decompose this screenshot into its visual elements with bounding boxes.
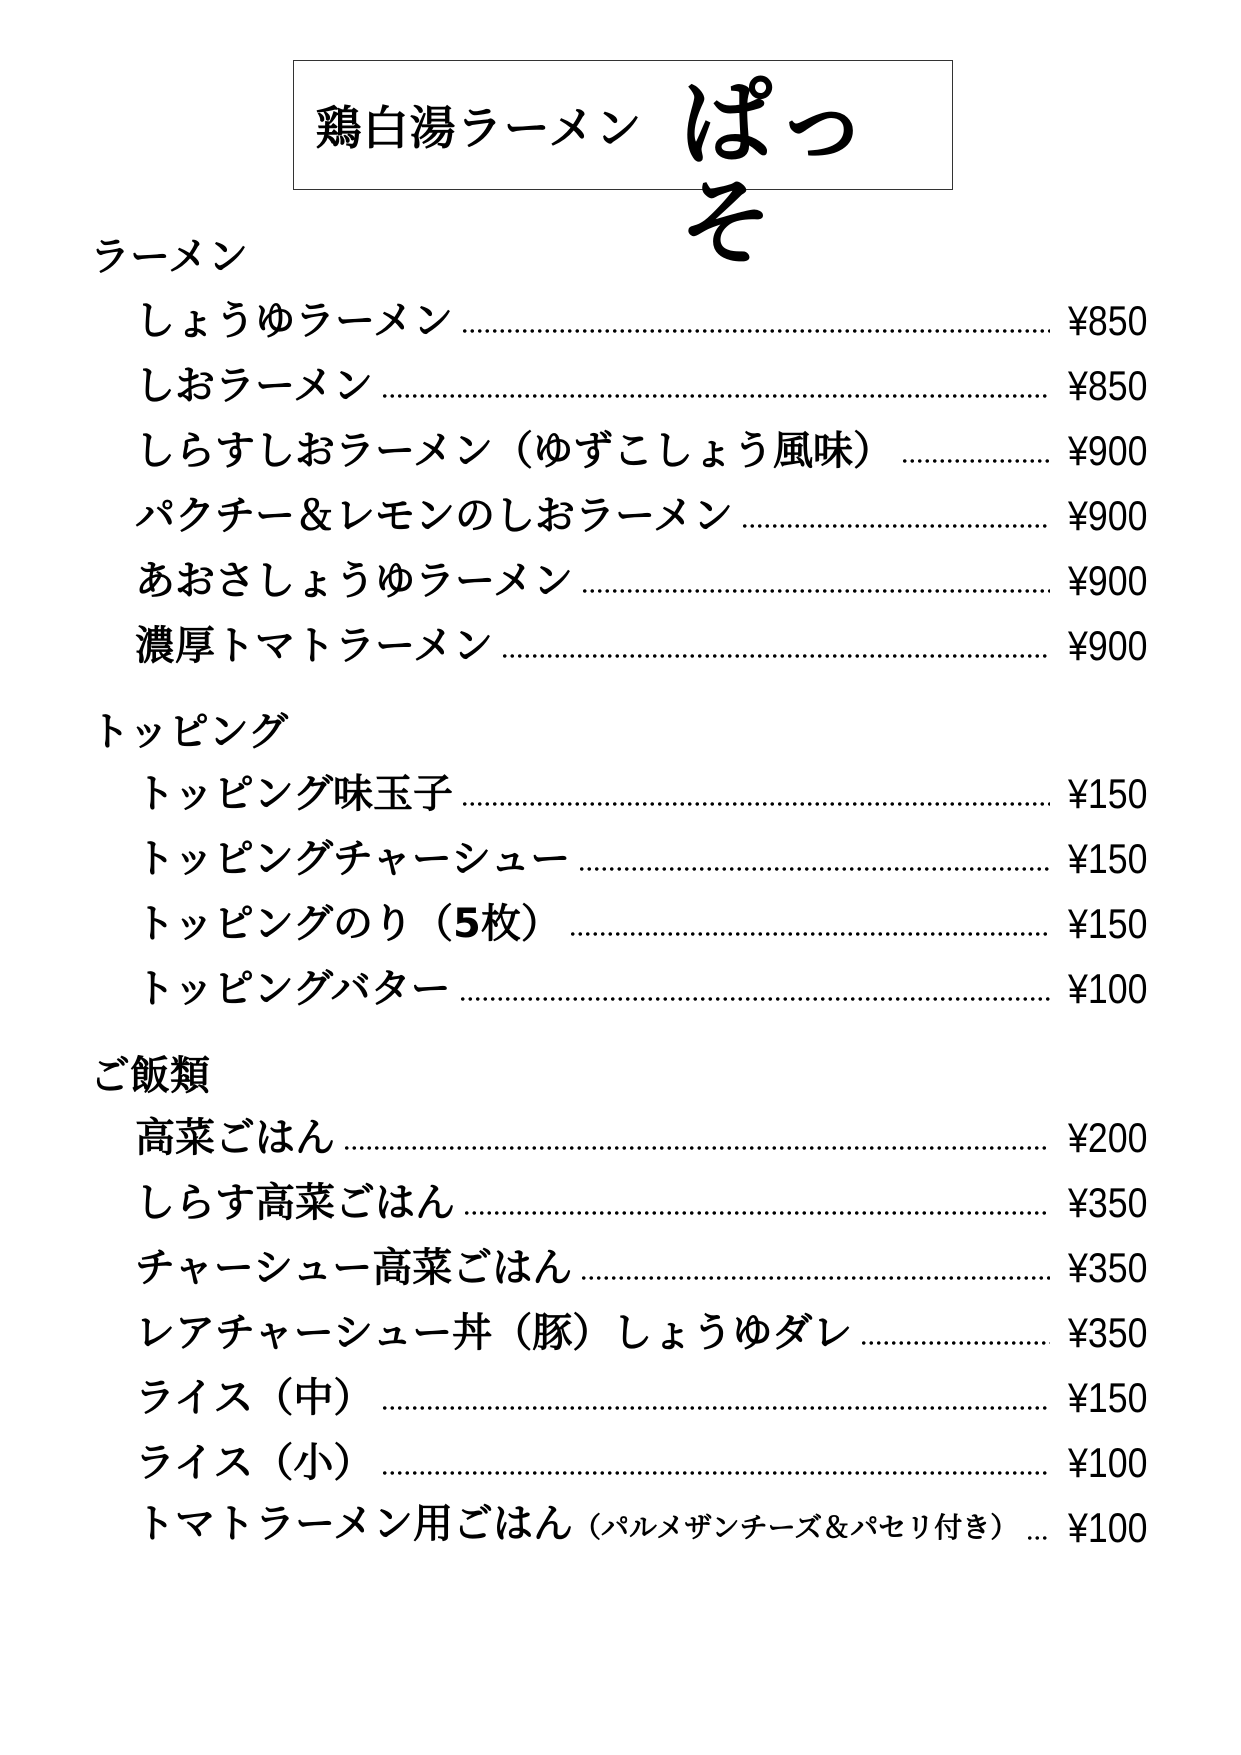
menu-item xyxy=(135,361,1147,411)
dot-leader xyxy=(569,929,1050,939)
dot-leader xyxy=(461,326,1050,336)
section-heading: ご飯類 xyxy=(90,1053,210,1099)
item-price: ¥900 xyxy=(1067,622,1147,669)
menu-item xyxy=(135,964,1147,1014)
item-name: しらす高菜ごはん xyxy=(135,1180,455,1226)
menu-item xyxy=(135,1178,1147,1228)
item-name: チャーシュー高菜ごはん xyxy=(135,1245,573,1291)
item-name: トッピングバター xyxy=(135,966,451,1012)
menu-item xyxy=(135,296,1147,346)
item-price: ¥150 xyxy=(1067,900,1147,947)
section-heading: ラーメン xyxy=(90,234,248,280)
menu-item xyxy=(135,426,1147,476)
menu-item xyxy=(135,1308,1147,1358)
item-name: 濃厚トマトラーメン xyxy=(135,623,493,669)
dot-leader xyxy=(578,864,1049,874)
item-name: あおさしょうゆラーメン xyxy=(135,558,573,604)
item-price: ¥350 xyxy=(1067,1309,1147,1356)
item-name: ライス（中） xyxy=(135,1375,374,1421)
item-name: トッピングチャーシュー xyxy=(135,836,571,882)
dot-leader xyxy=(381,1468,1049,1478)
title-box xyxy=(293,60,953,278)
menu-item xyxy=(135,899,1147,949)
shop-subtitle: 鶏白湯ラーメン xyxy=(315,101,643,155)
item-name: パクチー＆レモンのしおラーメン xyxy=(135,493,733,539)
item-price: ¥850 xyxy=(1067,362,1147,409)
item-name: しょうゆラーメン xyxy=(135,298,453,344)
dot-leader xyxy=(741,521,1050,531)
item-price: ¥100 xyxy=(1067,1504,1147,1551)
menu-item xyxy=(135,556,1147,606)
shop-name: ぱっそ xyxy=(679,68,872,278)
dot-leader xyxy=(459,994,1050,1004)
item-price: ¥350 xyxy=(1067,1244,1147,1291)
menu-item xyxy=(135,1438,1147,1488)
item-name: 高菜ごはん xyxy=(135,1115,335,1161)
dot-leader xyxy=(343,1143,1050,1153)
dot-leader xyxy=(1026,1533,1049,1543)
item-name-main: トマトラーメン用ごはん xyxy=(135,1501,573,1547)
dot-leader xyxy=(581,586,1050,596)
item-price: ¥900 xyxy=(1067,557,1147,604)
item-name: しおラーメン xyxy=(135,363,373,409)
item-name xyxy=(135,1499,1018,1553)
item-price: ¥850 xyxy=(1067,297,1147,344)
dot-leader xyxy=(501,651,1050,661)
menu-item xyxy=(135,1243,1147,1293)
item-name: ライス（小） xyxy=(135,1440,374,1486)
menu-item xyxy=(135,1113,1147,1163)
item-name: しらすしおラーメン（ゆずこしょう風味） xyxy=(135,428,893,474)
item-price: ¥150 xyxy=(1067,1374,1147,1421)
menu-item xyxy=(135,1503,1147,1553)
dot-leader xyxy=(463,1208,1050,1218)
item-name: トッピング味玉子 xyxy=(135,771,453,817)
dot-leader xyxy=(381,391,1050,401)
item-price: ¥900 xyxy=(1067,427,1147,474)
menu-item xyxy=(135,491,1147,541)
item-price: ¥100 xyxy=(1067,965,1147,1012)
item-name: レアチャーシュー丼（豚）しょうゆダレ xyxy=(135,1310,853,1356)
item-price: ¥200 xyxy=(1067,1114,1147,1161)
menu-item xyxy=(135,621,1147,671)
menu-item xyxy=(135,769,1147,819)
dot-leader xyxy=(860,1338,1049,1348)
menu-item xyxy=(135,834,1147,884)
item-price: ¥350 xyxy=(1067,1179,1147,1226)
item-note: （パルメザンチーズ＆パセリ付き） xyxy=(573,1511,1019,1544)
item-price: ¥900 xyxy=(1067,492,1147,539)
dot-leader xyxy=(461,799,1050,809)
section-heading: トッピング xyxy=(90,709,288,755)
item-price: ¥150 xyxy=(1067,835,1147,882)
item-price: ¥150 xyxy=(1067,770,1147,817)
item-name: トッピングのり（5枚） xyxy=(135,901,561,947)
dot-leader xyxy=(901,456,1050,466)
item-price: ¥100 xyxy=(1067,1439,1147,1486)
dot-leader xyxy=(580,1273,1049,1283)
dot-leader xyxy=(381,1403,1049,1413)
menu-item xyxy=(135,1373,1147,1423)
